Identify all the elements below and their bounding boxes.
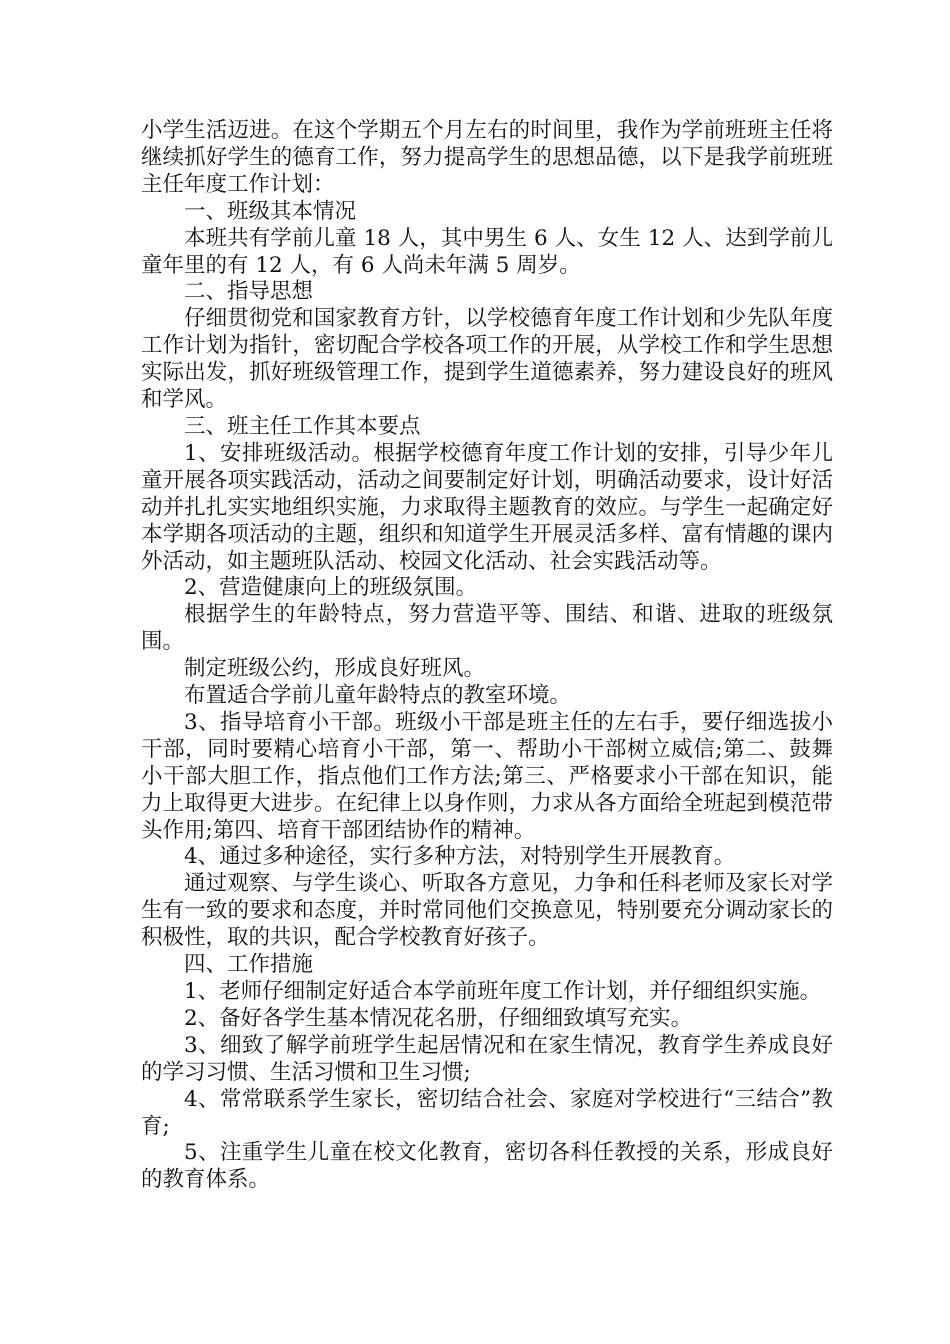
paragraph-guiding-thought: 仔细贯彻党和国家教育方针，以学校德育年度工作计划和少先队年度工作计划为指针，密切配合学校各项工作的开展，从学校工作和学生思想实际出发，抓好班级管理工作，提到学生道德素养，努力建设良好的班风和学风。 [141, 306, 833, 413]
paragraph-point-2-detail-2: 制定班级公约，形成良好班风。 [184, 656, 486, 682]
paragraph-point-4: 4、通过多种途径，实行多种方法，对特别学生开展教育。 [184, 844, 736, 870]
paragraph-intro: 小学生活迈进。在这个学期五个月左右的时间里，我作为学前班班主任将继续抓好学生的德育工作，努力提高学生的思想品德，以下是我学前班班主任年度工作计划： [141, 118, 833, 197]
section-heading-measures: 四、工作措施 [184, 952, 314, 978]
paragraph-point-2-detail-3: 布置适合学前儿童年龄特点的教室环境。 [184, 683, 572, 709]
paragraph-measure-1: 1、老师仔细制定好适合本学前班年度工作计划，并仔细组织实施。 [184, 979, 822, 1004]
paragraph-measure-5: 5、注重学生儿童在校文化教育，密切各科任教授的关系，形成良好的教育体系。 [141, 1140, 833, 1193]
paragraph-point-4-detail: 通过观察、与学生谈心、听取各方意见，力争和任科老师及家长对学生有一致的要求和态度，并时常同他们交换意见，特别要充分调动家长的积极性，取的共识，配合学校教育好孩子。 [141, 871, 833, 951]
paragraph-point-2: 2、营造健康向上的班级氛围。 [184, 575, 478, 601]
paragraph-measure-4: 4、常常联系学生家长，密切结合社会、家庭对学校进行“三结合”教育; [141, 1086, 833, 1139]
paragraph-point-1: 1、安排班级活动。根据学校德育年度工作计划的安排，引导少年儿童开展各项实践活动，活动之间要制定好计划，明确活动要求，设计好活动并扎扎实实地组织实施，力求取得主题教育的效应。与学生一起确定好本学期各项活动的主题，组织和知道学生开展灵活多样、富有情趣的课内外活动，如主题班队活动、校园文化活动、社会实践活动等。 [141, 440, 833, 574]
paragraph-measure-3: 3、细致了解学前班学生起居情况和在家生情况，教育学生养成良好的学习习惯、生活习惯和卫生习惯; [141, 1032, 833, 1085]
paragraph-measure-2: 2、备好各学生基本情况花名册，仔细细致填写充实。 [184, 1005, 693, 1031]
paragraph-point-2-detail-1: 根据学生的年龄特点，努力营造平等、围结、和谐、进取的班级氛围。 [141, 602, 833, 655]
paragraph-point-3: 3、指导培育小干部。班级小干部是班主任的左右手，要仔细选拔小干部，同时要精心培育小干部，第一、帮助小干部树立威信;第二、鼓舞小干部大胆工作，指点他们工作方法;第三、严格要求小干部在知识，能力上取得更大进步。在纪律上以身作则，力求从各方面给全班起到模范带头作用;第四、培育干部团结协作的精神。 [141, 709, 833, 843]
section-heading-key-points: 三、班主任工作其本要点 [184, 413, 421, 439]
section-heading-class-info: 一、班级其本情况 [184, 198, 357, 224]
document-body [141, 118, 833, 1194]
section-heading-guiding-thought: 二、指导思想 [184, 279, 314, 305]
paragraph-class-info: 本班共有学前儿童 18 人，其中男生 6 人、女生 12 人、达到学前儿童年里的有 12 人，有 6 人尚未年满 5 周岁。 [141, 225, 833, 278]
